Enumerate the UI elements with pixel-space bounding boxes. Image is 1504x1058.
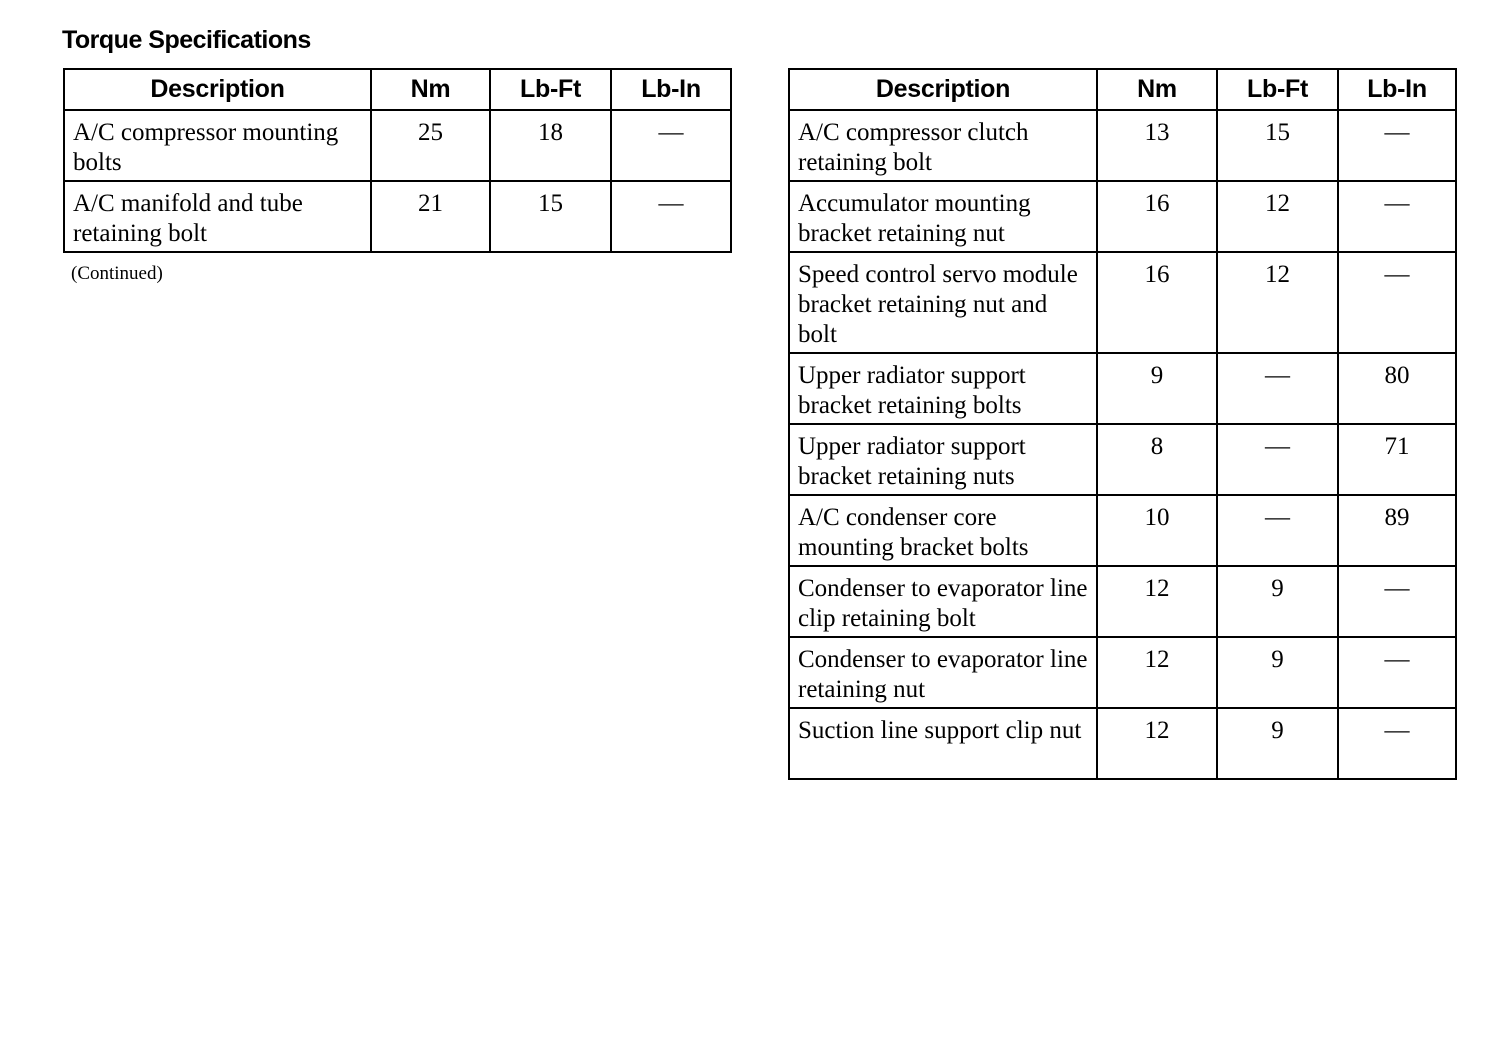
table-header-row [64,69,731,110]
header-lbft: Lb-Ft [490,69,611,110]
cell-lbft: — [1217,424,1338,495]
cell-nm: 21 [371,181,490,252]
cell-nm: 8 [1097,424,1217,495]
cell-description: Upper radiator support bracket retaining nuts [789,424,1097,495]
cell-lbft: 15 [490,181,611,252]
cell-lbft: 15 [1217,110,1338,181]
cell-lbft: 9 [1217,708,1338,779]
header-nm: Nm [1097,69,1217,110]
table-row [64,110,731,181]
cell-nm: 10 [1097,495,1217,566]
cell-description: A/C compressor mounting bolts [64,110,371,181]
cell-description: A/C compressor clutch retaining bolt [789,110,1097,181]
header-nm: Nm [371,69,490,110]
table-row [789,252,1456,353]
continued-note: (Continued) [71,263,163,284]
cell-lbft: 12 [1217,252,1338,353]
cell-nm: 13 [1097,110,1217,181]
cell-lbin: — [1338,181,1456,252]
table-row [789,637,1456,708]
table-header-row [789,69,1456,110]
cell-lbft: — [1217,353,1338,424]
cell-lbin: — [1338,566,1456,637]
torque-table-left [63,68,732,253]
cell-description: Upper radiator support bracket retaining bolts [789,353,1097,424]
cell-lbft: 18 [490,110,611,181]
cell-lbft: 9 [1217,566,1338,637]
page-title: Torque Specifications [62,26,311,54]
table-row [64,181,731,252]
header-description: Description [789,69,1097,110]
cell-description: A/C condenser core mounting bracket bolts [789,495,1097,566]
cell-nm: 16 [1097,252,1217,353]
cell-description: Accumulator mounting bracket retaining nut [789,181,1097,252]
cell-lbin: — [1338,637,1456,708]
cell-description: Condenser to evaporator line retaining nut [789,637,1097,708]
cell-lbin: — [1338,110,1456,181]
table-row [789,181,1456,252]
header-lbin: Lb-In [1338,69,1456,110]
cell-nm: 9 [1097,353,1217,424]
table-row [789,353,1456,424]
cell-nm: 12 [1097,637,1217,708]
cell-description: Speed control servo module bracket retaining nut and bolt [789,252,1097,353]
cell-description: Suction line support clip nut [789,708,1097,779]
table-row [789,424,1456,495]
cell-description: Condenser to evaporator line clip retaining bolt [789,566,1097,637]
cell-lbin: — [611,181,731,252]
cell-lbin: 89 [1338,495,1456,566]
header-description: Description [64,69,371,110]
header-lbin: Lb-In [611,69,731,110]
cell-nm: 25 [371,110,490,181]
cell-nm: 16 [1097,181,1217,252]
torque-table-right [788,68,1457,780]
cell-lbft: 12 [1217,181,1338,252]
cell-lbft: 9 [1217,637,1338,708]
cell-description: A/C manifold and tube retaining bolt [64,181,371,252]
cell-lbin: 80 [1338,353,1456,424]
cell-lbin: — [1338,252,1456,353]
cell-lbin: — [611,110,731,181]
cell-lbin: — [1338,708,1456,779]
table-row [789,495,1456,566]
table-row [789,708,1456,779]
table-row [789,110,1456,181]
cell-nm: 12 [1097,566,1217,637]
cell-lbin: 71 [1338,424,1456,495]
cell-nm: 12 [1097,708,1217,779]
cell-lbft: — [1217,495,1338,566]
table-row [789,566,1456,637]
header-lbft: Lb-Ft [1217,69,1338,110]
